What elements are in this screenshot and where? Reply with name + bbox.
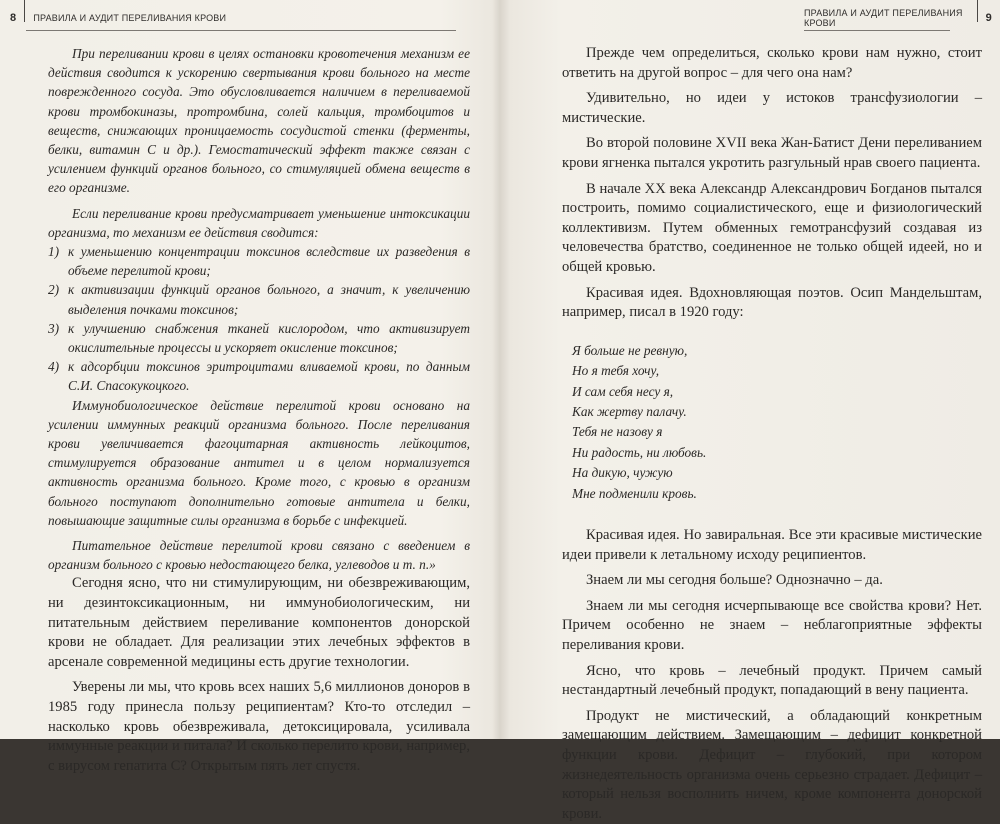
- list-item: [48, 280, 470, 318]
- list-item: [48, 242, 470, 280]
- right-running-head: ПРАВИЛА И АУДИТ ПЕРЕЛИВАНИЯ КРОВИ: [804, 8, 963, 28]
- poem-line: И сам себя несу я,: [572, 383, 674, 399]
- left-header-rule: [26, 30, 456, 31]
- paragraph: Прежде чем определиться, сколько крови нам нужно, стоит ответить на другой вопрос – для чего она нам?: [562, 45, 982, 81]
- header-divider: [977, 0, 978, 22]
- paragraph: Красивая идея. Но завиральная. Все эти красивые мистические идеи привели к летальному исходу реципиентов.: [562, 526, 982, 563]
- poem-line: Ни радость, ни любовь.: [572, 444, 707, 460]
- paragraph: Красивая идея. Вдохновляющая поэтов. Осип Мандельштам, например, писал в 1920 году:: [562, 284, 982, 321]
- left-page-text: [48, 44, 470, 776]
- paragraph: Удивительно, но идеи у истоков трансфузиологии – мистические.: [562, 90, 982, 126]
- left-page: [0, 0, 496, 774]
- list-number: 2): [48, 282, 60, 298]
- list-item: [48, 357, 470, 395]
- right-page: [504, 0, 1000, 822]
- poem-line: Как жертву палачу.: [572, 403, 687, 419]
- list-text: к уменьшению концентрации токсинов вследствие их разведения в объеме перелитой крови;: [68, 244, 470, 279]
- paragraph: Сегодня ясно, что ни стимулирующим, ни обезвреживающим, ни дезинтоксикационным, ни иммунобиологическим, ни питательным действием переливание компонентов донорской крови не обладает. Для реализации этих лечебных эффектов в арсенале современной медицины есть другие технологии.: [48, 575, 470, 670]
- paragraph: Во второй половине XVII века Жан-Батист Дени переливанием крови ягненка пытался укротить разгульный нрав своего пациента.: [562, 135, 982, 171]
- paragraph: Ясно, что кровь – лечебный продукт. Причем самый нестандартный лечебный продукт, попадающий в вену пациента.: [562, 662, 982, 699]
- header-divider: [24, 0, 25, 22]
- paragraph: Иммунобиологическое действие перелитой крови основано на усилении иммунных реакций организма больного. После переливания крови увеличивается фагоцитарная активность лейкоцитов, стимулируется образование антител и в целом нормализуется активность организма больного. Кроме того, с кровью в организм больного поступают дополнительно готовые антитела и белки, повышающие защитные силы организма в борьбе с инфекцией.: [48, 397, 470, 528]
- list-number: 1): [48, 244, 60, 260]
- poem: [572, 341, 982, 504]
- paragraph: Уверены ли мы, что кровь всех наших 5,6 миллионов доноров в 1985 году принесла пользу реципиентам? Кто-то отследил – насколько кровь обезвреживала, детоксицировала, усиливала иммунные реакции и питала? И сколько перелито крови, например, с вирусом гепатита С? Открытым пять лет спустя.: [48, 679, 470, 774]
- right-page-text: [562, 44, 982, 824]
- list-text: к активизации функций органов больного, а значит, к увеличению выделения почками токсинов;: [68, 282, 470, 317]
- poem-line: Я больше не ревную,: [572, 342, 688, 358]
- paragraph: При переливании крови в целях остановки кровотечения механизм ее действия сводится к ускорению свертывания крови больного на месте поврежденного сосуда. Это обусловливается наличием в переливаемой крови тромбокиназы, протромбина, солей кальция, тромбоцитов и веществ, снижающих проницаемость сосудистой стенки (ферменты, белки, витамин С и др.). Гемостатический эффект также связан с усилением функций органов больного, со стимуляцией обмена веществ в его организме.: [48, 46, 470, 196]
- list-text: к улучшению снабжения тканей кислородом, что активизирует окислительные процессы и ускоряет окисление токсинов;: [68, 320, 470, 356]
- list-number: 3): [48, 320, 60, 336]
- poem-line: На дикую, чужую: [572, 465, 673, 481]
- left-page-number: 8: [10, 12, 17, 24]
- right-page-number: 9: [985, 12, 992, 24]
- paragraph: В начале ХХ века Александр Александрович Богданов пытался построить, помимо социалистического, еще и физиологический коллективизм. Путем обменных гемотрансфузий создавая из человечества братство, соединенное не только общей идеей, но и общей кровью.: [562, 180, 982, 275]
- paragraph: Продукт не мистический, а обладающий конкретным замещающим действием. Замещающим – дефицит конкретной функции крови. Дефицит – глубокий, при котором жизнедеятельность организма очень серьезно страдает. Дефицит – который нельзя восполнить ничем, кроме компонента донорской крови.: [562, 707, 982, 822]
- list-item: [48, 319, 470, 357]
- poem-line: Тебя не назову я: [572, 424, 663, 440]
- right-page-header: [804, 6, 992, 30]
- paragraph: Знаем ли мы сегодня исчерпывающе все свойства крови? Нет. Причем особенно не знаем – неблагоприятные эффекты переливания крови.: [562, 597, 982, 653]
- list-text: к адсорбции токсинов эритроцитами вливаемой крови, по данным С.И. Спасокукоцкого.: [68, 359, 470, 394]
- paragraph: Питательное действие перелитой крови связано с введением в организм больного с кровью недостающего белка, углеводов и т. п.»: [48, 538, 470, 573]
- left-page-header: [10, 6, 484, 30]
- poem-line: Но я тебя хочу,: [572, 363, 660, 379]
- right-header-rule: [804, 30, 950, 31]
- paragraph: Знаем ли мы сегодня больше? Однозначно – да.: [586, 572, 883, 589]
- left-running-head: ПРАВИЛА И АУДИТ ПЕРЕЛИВАНИЯ КРОВИ: [33, 13, 227, 23]
- poem-line: Мне подменили кровь.: [572, 485, 697, 501]
- list-number: 4): [48, 359, 60, 375]
- paragraph: Если переливание крови предусматривает уменьшение интоксикации организма, то механизм ее действия сводится:: [48, 205, 470, 240]
